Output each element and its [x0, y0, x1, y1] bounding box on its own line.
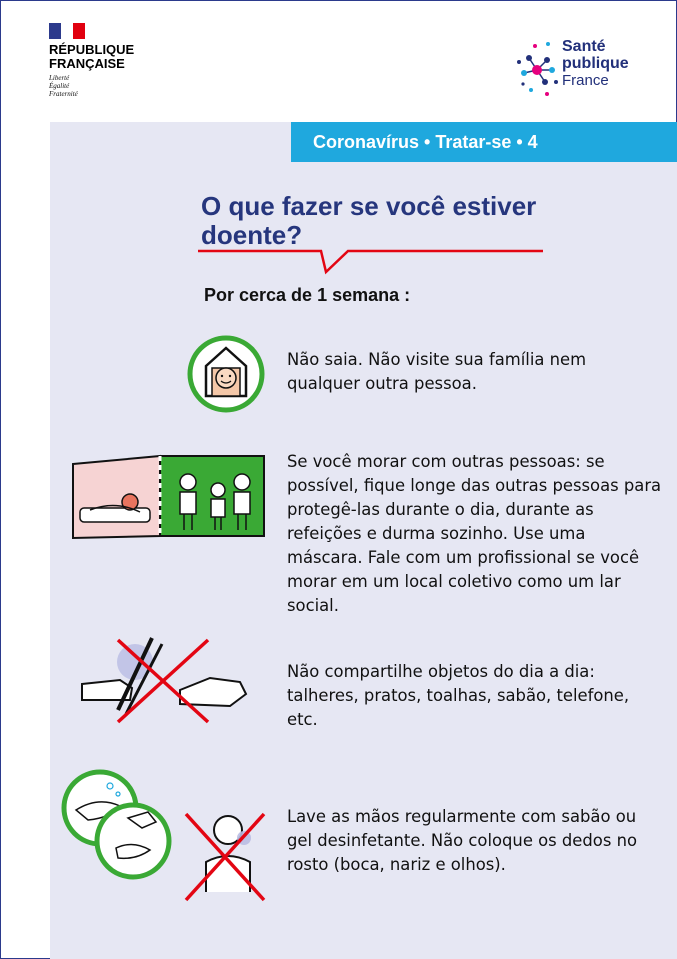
item-text-cohabitation: Se você morar com outras pessoas: se possível, fique longe das outras pessoas para protegê-las durante o dia, durante as refeições e durma sozinho. Use uma máscara. Fale com um profissional se você morar em um local coletivo como um lar social. — [287, 452, 662, 615]
spf-molecule-icon — [515, 38, 561, 100]
gov-motto: Liberté Égalité Fraternité — [49, 74, 78, 98]
french-flag-icon — [49, 23, 85, 39]
item-text-stay-home: Não saia. Não visite sua família nem qualquer outra pessoa. — [287, 350, 587, 393]
no-sharing-objects-icon — [80, 634, 250, 726]
topic-ribbon: Coronavírus • Tratar-se • 4 — [291, 122, 677, 162]
gov-name: RÉPUBLIQUE FRANÇAISE — [49, 42, 135, 71]
agency-name: Santé publique France — [562, 38, 629, 89]
hand-washing-icon — [58, 766, 268, 906]
item-text-hand-washing: Lave as mãos regularmente com sabão ou gel desinfetante. Não coloque os dedos no rosto (boca, nariz e olhos). — [287, 807, 637, 874]
house-person-icon — [186, 334, 266, 414]
page-title: O que fazer se você estiver doente? — [201, 191, 537, 250]
item-text-no-sharing: Não compartilhe objetos do dia a dia: talheres, pratos, toalhas, sabão, telefone, etc. — [287, 662, 630, 729]
speech-bubble-underline — [196, 248, 546, 276]
isolation-room-icon — [70, 452, 266, 542]
republique-francaise-logo — [49, 23, 134, 98]
duration-subtitle: Por cerca de 1 semana : — [204, 285, 411, 305]
